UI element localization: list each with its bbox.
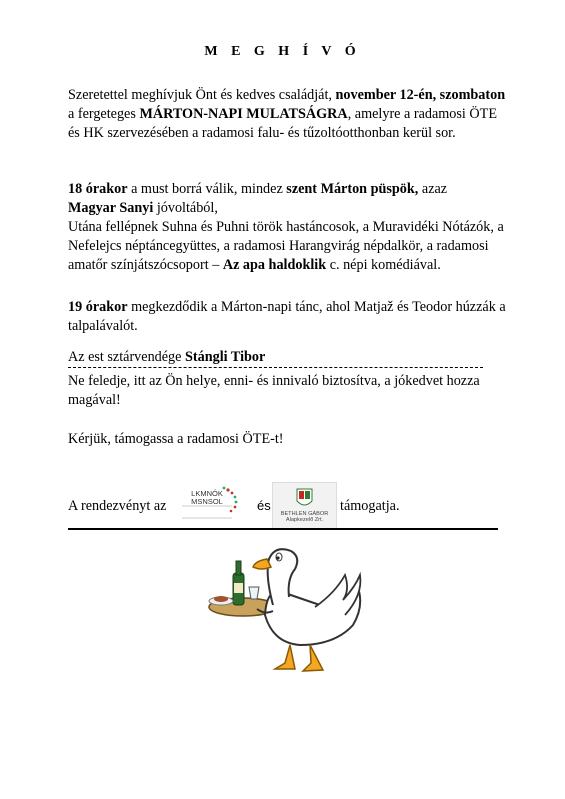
program-19-paragraph	[68, 298, 508, 336]
sponsors-row	[68, 482, 508, 530]
program-text-1: a must borrá válik, mindez	[127, 181, 287, 197]
performers-text: Utána fellépnek Suhna és Puhni török hastáncosok, a Muravidéki Nótázók, a Nefelejcs néptáncegyüttes, a radamosi Harangvirág népdalkör, a radamosi amatőr színjátszócsoport –	[68, 219, 504, 273]
bethlen-gabor-logo-text: BETHLEN GÁBOR Alapkezelő Zrt.	[280, 511, 329, 523]
program-text-5: c. népi komédiával.	[326, 257, 441, 273]
star-guest-name: Stángli Tibor	[185, 349, 266, 365]
host-name: Magyar Sanyi	[68, 200, 154, 216]
event-date: november 12-én, szombaton	[335, 87, 506, 103]
support-request: Kérjük, támogassa a radamosi ÖTE-t!	[68, 431, 284, 447]
reminder-paragraph: Ne feledje, itt az Ön helye, enni- és innivaló biztosítva, a jókedvet hozza magával!	[68, 373, 480, 408]
sponsors-and: és	[257, 498, 271, 513]
time-18: 18 órakor	[68, 181, 128, 197]
sponsors-before: A rendezvényt az	[68, 498, 167, 514]
lkmnok-logo	[176, 484, 242, 528]
dance-text: megkezdődik a Márton-napi tánc, ahol Matjaž és Teodor húzzák a talpalávalót.	[68, 299, 506, 334]
venue-text: , amelyre a radamosi ÖTE és HK szervezésében a radamosi falu- és tűzoltóotthonban kerül sor.	[68, 106, 497, 141]
bethlen-gabor-logo	[272, 482, 337, 530]
duck-waiter-illustration	[195, 545, 375, 675]
play-title: Az apa haldoklik	[222, 257, 327, 273]
star-guest-line	[68, 348, 508, 367]
sponsors-after: támogatja.	[340, 498, 400, 514]
program-18-paragraph	[68, 180, 508, 275]
invitation-paragraph	[68, 86, 508, 143]
saint-name: szent Márton püspök,	[286, 181, 419, 197]
program-text-2: azaz	[418, 181, 448, 197]
horizontal-rule	[68, 528, 498, 530]
program-text-3: jóvoltából,	[153, 200, 218, 216]
time-19: 19 órakor	[68, 299, 128, 315]
intro-text-2: a fergeteges	[68, 106, 140, 122]
page-title: M E G H Í V Ó	[204, 44, 361, 59]
lkmnok-logo-text: LKMNÖK MSNSOL	[191, 489, 223, 506]
star-guest-label: Az est sztárvendége	[68, 349, 185, 365]
event-name: MÁRTON-NAPI MULATSÁGRA	[139, 106, 348, 122]
intro-text: Szeretettel meghívjuk Önt és kedves családját,	[68, 87, 336, 103]
dashed-divider	[68, 367, 483, 368]
